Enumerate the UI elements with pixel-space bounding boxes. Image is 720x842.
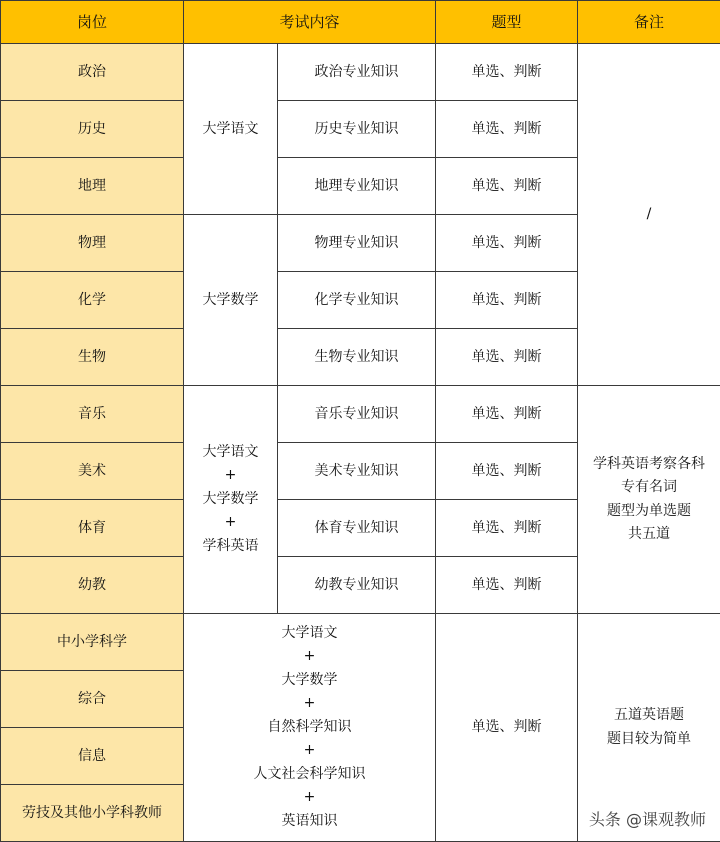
post-cell: 政治 [1,44,184,101]
general-subject-cell: 大学数学 [184,215,278,386]
table-row [1,614,720,671]
header-content: 考试内容 [184,1,436,44]
content-line: 大学语文 [184,622,435,646]
question-type-cell: 单选、判断 [436,44,578,101]
post-cell: 信息 [1,728,184,785]
note-line: 五道英语题 [578,704,720,728]
content-line: + [184,645,435,669]
general-subject-cell: 大学语文 [184,44,278,215]
question-type-cell: 单选、判断 [436,386,578,443]
specific-subject-cell: 音乐专业知识 [278,386,436,443]
specific-subject-cell: 幼教专业知识 [278,557,436,614]
post-cell: 生物 [1,329,184,386]
general-line: 学科英语 [184,535,277,559]
specific-subject-cell: 生物专业知识 [278,329,436,386]
watermark-account: @课观教师 [626,810,706,829]
question-type-cell: 单选、判断 [436,158,578,215]
content-line: 大学数学 [184,669,435,693]
specific-subject-cell: 体育专业知识 [278,500,436,557]
post-cell: 音乐 [1,386,184,443]
question-type-cell: 单选、判断 [436,215,578,272]
table-row [1,386,720,443]
post-cell: 体育 [1,500,184,557]
question-type-cell: 单选、判断 [436,272,578,329]
note-line: 专有名词 [578,476,720,500]
post-cell: 地理 [1,158,184,215]
general-line: + [184,511,277,535]
post-cell: 幼教 [1,557,184,614]
note-line: 学科英语考察各科 [578,453,720,477]
post-cell: 劳技及其他小学科教师 [1,785,184,842]
question-type-cell: 单选、判断 [436,557,578,614]
specific-subject-cell: 历史专业知识 [278,101,436,158]
note-cell: / [578,44,720,386]
post-cell: 中小学科学 [1,614,184,671]
note-line: 共五道 [578,523,720,547]
post-cell: 化学 [1,272,184,329]
content-line: + [184,739,435,763]
question-type-cell: 单选、判断 [436,500,578,557]
content-line: 英语知识 [184,810,435,834]
specific-subject-cell: 化学专业知识 [278,272,436,329]
header-type: 题型 [436,1,578,44]
specific-subject-cell: 地理专业知识 [278,158,436,215]
specific-subject-cell: 政治专业知识 [278,44,436,101]
specific-subject-cell: 物理专业知识 [278,215,436,272]
content-line: + [184,692,435,716]
question-type-cell: 单选、判断 [436,443,578,500]
general-subject-cell [184,386,278,614]
question-type-cell: 单选、判断 [436,101,578,158]
watermark [589,807,706,830]
post-cell: 综合 [1,671,184,728]
table-row [1,44,720,101]
watermark-platform: 头条 [589,810,621,829]
header-row [1,1,720,44]
question-type-cell: 单选、判断 [436,614,578,842]
header-note: 备注 [578,1,720,44]
content-cell [184,614,436,842]
post-cell: 物理 [1,215,184,272]
header-post: 岗位 [1,1,184,44]
note-line: 题型为单选题 [578,500,720,524]
note-cell [578,386,720,614]
note-line: 题目较为简单 [578,728,720,752]
content-line: 自然科学知识 [184,716,435,740]
general-line: 大学语文 [184,441,277,465]
specific-subject-cell: 美术专业知识 [278,443,436,500]
general-line: + [184,464,277,488]
question-type-cell: 单选、判断 [436,329,578,386]
content-line: + [184,786,435,810]
post-cell: 历史 [1,101,184,158]
post-cell: 美术 [1,443,184,500]
content-line: 人文社会科学知识 [184,763,435,787]
general-line: 大学数学 [184,488,277,512]
